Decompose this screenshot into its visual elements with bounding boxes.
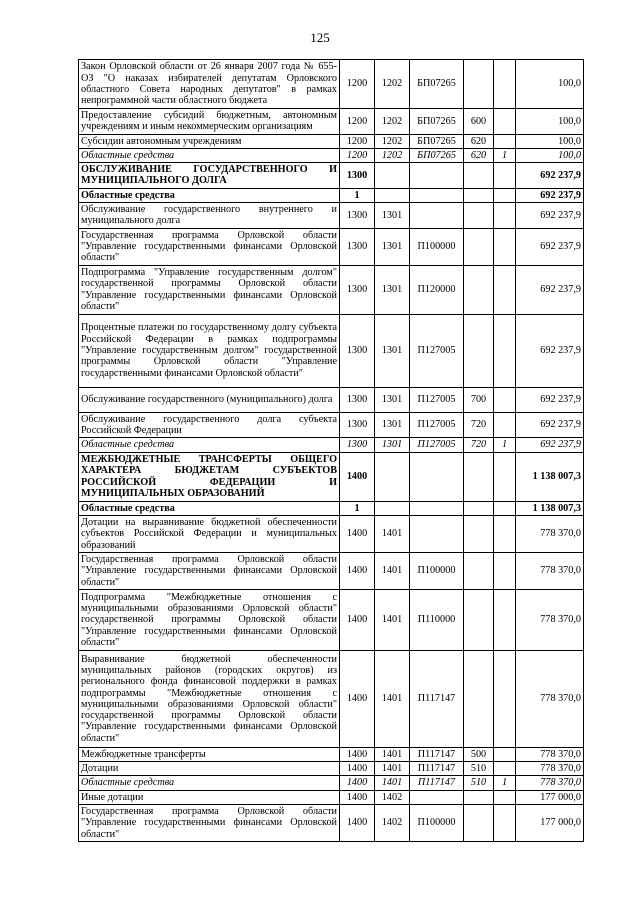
- row-target-article: П120000: [410, 265, 464, 314]
- row-amount: 692 237,9: [516, 412, 584, 438]
- row-funding-source: [494, 60, 516, 109]
- row-target-article: [410, 501, 464, 515]
- row-name: Подпрограмма "Межбюджетные отношения с муниципальными образованиями Орловской области" государственной программы Орловской области "Управление государственными финансами Орловской области": [79, 589, 340, 650]
- row-name: Выравнивание бюджетной обеспеченности муниципальных районов (городских округов) из регионального фонда финансовой поддержки в рамках подпрограммы "Межбюджетные отношения с муниципальными образованиями Орловской области" государственной программы Орловской области "Управление государственными финансами Орловской области": [79, 650, 340, 747]
- row-section: 1200: [340, 148, 375, 162]
- row-subsection: [375, 163, 410, 189]
- row-section: 1400: [340, 452, 375, 501]
- table-row: [79, 314, 584, 387]
- row-expense-type: [464, 203, 494, 229]
- row-funding-source: [494, 109, 516, 135]
- row-expense-type: [464, 228, 494, 265]
- row-amount: 778 370,0: [516, 552, 584, 589]
- table-row: [79, 776, 584, 790]
- row-funding-source: [494, 501, 516, 515]
- row-subsection: 1401: [375, 776, 410, 790]
- row-funding-source: [494, 515, 516, 552]
- row-name: Областные средства: [79, 148, 340, 162]
- row-subsection: 1301: [375, 412, 410, 438]
- table-row: [79, 762, 584, 776]
- row-funding-source: [494, 452, 516, 501]
- row-name: Закон Орловской области от 26 января 2007 года № 655-ОЗ "О наказах избирателей депутатам Орловского областного Совета народных депутатов" в рамках непрограммной части областного бюджета: [79, 60, 340, 109]
- row-amount: 778 370,0: [516, 515, 584, 552]
- row-subsection: 1401: [375, 589, 410, 650]
- row-amount: 692 237,9: [516, 387, 584, 412]
- row-amount: 778 370,0: [516, 650, 584, 747]
- row-name: Предоставление субсидий бюджетным, автономным учреждениям и иным некоммерческим организациям: [79, 109, 340, 135]
- row-amount: 692 237,9: [516, 314, 584, 387]
- row-expense-type: 600: [464, 109, 494, 135]
- row-subsection: 1301: [375, 314, 410, 387]
- row-funding-source: 1: [494, 776, 516, 790]
- row-target-article: П127005: [410, 387, 464, 412]
- row-expense-type: [464, 265, 494, 314]
- row-target-article: [410, 163, 464, 189]
- row-section: 1400: [340, 747, 375, 761]
- table-row: [79, 501, 584, 515]
- table-row: [79, 790, 584, 804]
- row-name: Дотации: [79, 762, 340, 776]
- row-amount: 177 000,0: [516, 805, 584, 842]
- table-row: [79, 387, 584, 412]
- row-funding-source: [494, 387, 516, 412]
- row-funding-source: [494, 203, 516, 229]
- table-row: [79, 203, 584, 229]
- row-funding-source: 1: [494, 148, 516, 162]
- row-target-article: П100000: [410, 552, 464, 589]
- row-name: Государственная программа Орловской области "Управление государственными финансами Орловской области": [79, 552, 340, 589]
- row-target-article: П100000: [410, 805, 464, 842]
- row-subsection: [375, 452, 410, 501]
- row-section: 1200: [340, 60, 375, 109]
- row-target-article: П127005: [410, 412, 464, 438]
- row-section: 1: [340, 188, 375, 202]
- row-expense-type: 620: [464, 134, 494, 148]
- row-subsection: [375, 501, 410, 515]
- table-row: [79, 412, 584, 438]
- page-number: 125: [310, 30, 330, 45]
- row-amount: 100,0: [516, 60, 584, 109]
- row-name: Иные дотации: [79, 790, 340, 804]
- row-funding-source: [494, 762, 516, 776]
- row-section: 1400: [340, 805, 375, 842]
- row-amount: 778 370,0: [516, 762, 584, 776]
- table-row: [79, 515, 584, 552]
- row-section: 1400: [340, 552, 375, 589]
- row-section: 1200: [340, 134, 375, 148]
- row-funding-source: 1: [494, 438, 516, 452]
- table-row: [79, 552, 584, 589]
- table-row: [79, 452, 584, 501]
- row-funding-source: [494, 314, 516, 387]
- row-expense-type: [464, 552, 494, 589]
- row-expense-type: 510: [464, 762, 494, 776]
- row-expense-type: [464, 650, 494, 747]
- row-name: Государственная программа Орловской области "Управление государственными финансами Орловской области": [79, 228, 340, 265]
- row-expense-type: 720: [464, 412, 494, 438]
- row-subsection: 1401: [375, 747, 410, 761]
- row-section: 1200: [340, 109, 375, 135]
- row-amount: 1 138 007,3: [516, 452, 584, 501]
- row-target-article: П127005: [410, 314, 464, 387]
- row-section: 1: [340, 501, 375, 515]
- row-target-article: П117147: [410, 650, 464, 747]
- row-section: 1300: [340, 203, 375, 229]
- row-name: Обслуживание государственного (муниципального) долга: [79, 387, 340, 412]
- row-section: 1300: [340, 228, 375, 265]
- row-section: 1400: [340, 776, 375, 790]
- row-name: Областные средства: [79, 776, 340, 790]
- row-funding-source: [494, 265, 516, 314]
- row-target-article: П110000: [410, 589, 464, 650]
- table-row: [79, 163, 584, 189]
- row-subsection: 1401: [375, 762, 410, 776]
- row-expense-type: 510: [464, 776, 494, 790]
- row-amount: 692 237,9: [516, 265, 584, 314]
- row-target-article: П117147: [410, 747, 464, 761]
- row-target-article: [410, 515, 464, 552]
- row-subsection: 1402: [375, 790, 410, 804]
- table-row: [79, 265, 584, 314]
- row-target-article: [410, 452, 464, 501]
- row-name: Межбюджетные трансферты: [79, 747, 340, 761]
- table-row: [79, 650, 584, 747]
- row-expense-type: [464, 589, 494, 650]
- row-section: 1300: [340, 438, 375, 452]
- row-name: ОБСЛУЖИВАНИЕ ГОСУДАРСТВЕННОГО И МУНИЦИПАЛЬНОГО ДОЛГА: [79, 163, 340, 189]
- table-row: [79, 109, 584, 135]
- table-row: [79, 589, 584, 650]
- row-expense-type: [464, 163, 494, 189]
- row-target-article: П117147: [410, 762, 464, 776]
- row-expense-type: [464, 452, 494, 501]
- row-funding-source: [494, 650, 516, 747]
- row-name: Субсидии автономным учреждениям: [79, 134, 340, 148]
- row-expense-type: [464, 805, 494, 842]
- row-funding-source: [494, 228, 516, 265]
- row-amount: 778 370,0: [516, 747, 584, 761]
- row-expense-type: [464, 501, 494, 515]
- table-row: [79, 188, 584, 202]
- row-subsection: 1301: [375, 438, 410, 452]
- row-amount: 692 237,9: [516, 203, 584, 229]
- row-target-article: [410, 790, 464, 804]
- row-funding-source: [494, 412, 516, 438]
- row-subsection: 1301: [375, 203, 410, 229]
- row-section: 1300: [340, 387, 375, 412]
- row-amount: 177 000,0: [516, 790, 584, 804]
- row-funding-source: [494, 790, 516, 804]
- row-amount: 100,0: [516, 148, 584, 162]
- row-name: Обслуживание государственного внутреннего и муниципального долга: [79, 203, 340, 229]
- row-amount: 692 237,9: [516, 228, 584, 265]
- row-expense-type: [464, 60, 494, 109]
- row-name: Дотации на выравнивание бюджетной обеспеченности субъектов Российской Федерации и муниципальных образований: [79, 515, 340, 552]
- row-section: 1300: [340, 265, 375, 314]
- row-amount: 692 237,9: [516, 188, 584, 202]
- row-subsection: 1202: [375, 134, 410, 148]
- table-row: [79, 747, 584, 761]
- table-row: [79, 148, 584, 162]
- row-subsection: 1401: [375, 552, 410, 589]
- row-target-article: БП07265: [410, 109, 464, 135]
- row-target-article: [410, 188, 464, 202]
- budget-table-body: [79, 60, 584, 842]
- row-subsection: 1401: [375, 650, 410, 747]
- row-section: 1400: [340, 790, 375, 804]
- row-amount: 778 370,0: [516, 776, 584, 790]
- row-expense-type: 500: [464, 747, 494, 761]
- row-amount: 100,0: [516, 109, 584, 135]
- row-target-article: П117147: [410, 776, 464, 790]
- row-expense-type: 720: [464, 438, 494, 452]
- row-section: 1400: [340, 762, 375, 776]
- row-expense-type: [464, 790, 494, 804]
- row-section: 1300: [340, 314, 375, 387]
- table-row: [79, 60, 584, 109]
- row-funding-source: [494, 552, 516, 589]
- row-subsection: 1301: [375, 387, 410, 412]
- row-name: Областные средства: [79, 438, 340, 452]
- row-funding-source: [494, 589, 516, 650]
- row-expense-type: [464, 515, 494, 552]
- table-row: [79, 228, 584, 265]
- row-name: Процентные платежи по государственному долгу субъекта Российской Федерации в рамках подпрограммы "Управление государственным долгом" государственной программы Орловской области "Управление государственными финансами Орловской области": [79, 314, 340, 387]
- row-name: Обслуживание государственного долга субъекта Российской Федерации: [79, 412, 340, 438]
- row-target-article: БП07265: [410, 60, 464, 109]
- row-subsection: [375, 188, 410, 202]
- row-target-article: П127005: [410, 438, 464, 452]
- row-amount: 692 237,9: [516, 438, 584, 452]
- row-target-article: П100000: [410, 228, 464, 265]
- row-subsection: 1301: [375, 265, 410, 314]
- row-section: 1400: [340, 589, 375, 650]
- row-funding-source: [494, 163, 516, 189]
- row-funding-source: [494, 805, 516, 842]
- row-funding-source: [494, 134, 516, 148]
- row-funding-source: [494, 188, 516, 202]
- row-subsection: 1202: [375, 109, 410, 135]
- row-expense-type: 700: [464, 387, 494, 412]
- row-section: 1300: [340, 412, 375, 438]
- row-subsection: 1202: [375, 60, 410, 109]
- row-name: Государственная программа Орловской области "Управление государственными финансами Орловской области": [79, 805, 340, 842]
- row-target-article: [410, 203, 464, 229]
- row-target-article: БП07265: [410, 134, 464, 148]
- table-row: [79, 438, 584, 452]
- row-subsection: 1401: [375, 515, 410, 552]
- table-row: [79, 134, 584, 148]
- row-name: Областные средства: [79, 501, 340, 515]
- row-amount: 100,0: [516, 134, 584, 148]
- row-expense-type: 620: [464, 148, 494, 162]
- row-section: 1400: [340, 650, 375, 747]
- row-amount: 692 237,9: [516, 163, 584, 189]
- row-name: Подпрограмма "Управление государственным долгом" государственной программы Орловской области "Управление государственными финансами Орловской области": [79, 265, 340, 314]
- row-name: Областные средства: [79, 188, 340, 202]
- row-amount: 778 370,0: [516, 589, 584, 650]
- row-expense-type: [464, 188, 494, 202]
- row-target-article: БП07265: [410, 148, 464, 162]
- row-expense-type: [464, 314, 494, 387]
- row-name: МЕЖБЮДЖЕТНЫЕ ТРАНСФЕРТЫ ОБЩЕГО ХАРАКТЕРА БЮДЖЕТАМ СУБЪЕКТОВ РОССИЙСКОЙ ФЕДЕРАЦИИ И МУНИЦИПАЛЬНЫХ ОБРАЗОВАНИЙ: [79, 452, 340, 501]
- row-subsection: 1202: [375, 148, 410, 162]
- row-subsection: 1301: [375, 228, 410, 265]
- row-section: 1300: [340, 163, 375, 189]
- row-amount: 1 138 007,3: [516, 501, 584, 515]
- row-funding-source: [494, 747, 516, 761]
- budget-table: [78, 59, 584, 842]
- table-row: [79, 805, 584, 842]
- row-subsection: 1402: [375, 805, 410, 842]
- row-section: 1400: [340, 515, 375, 552]
